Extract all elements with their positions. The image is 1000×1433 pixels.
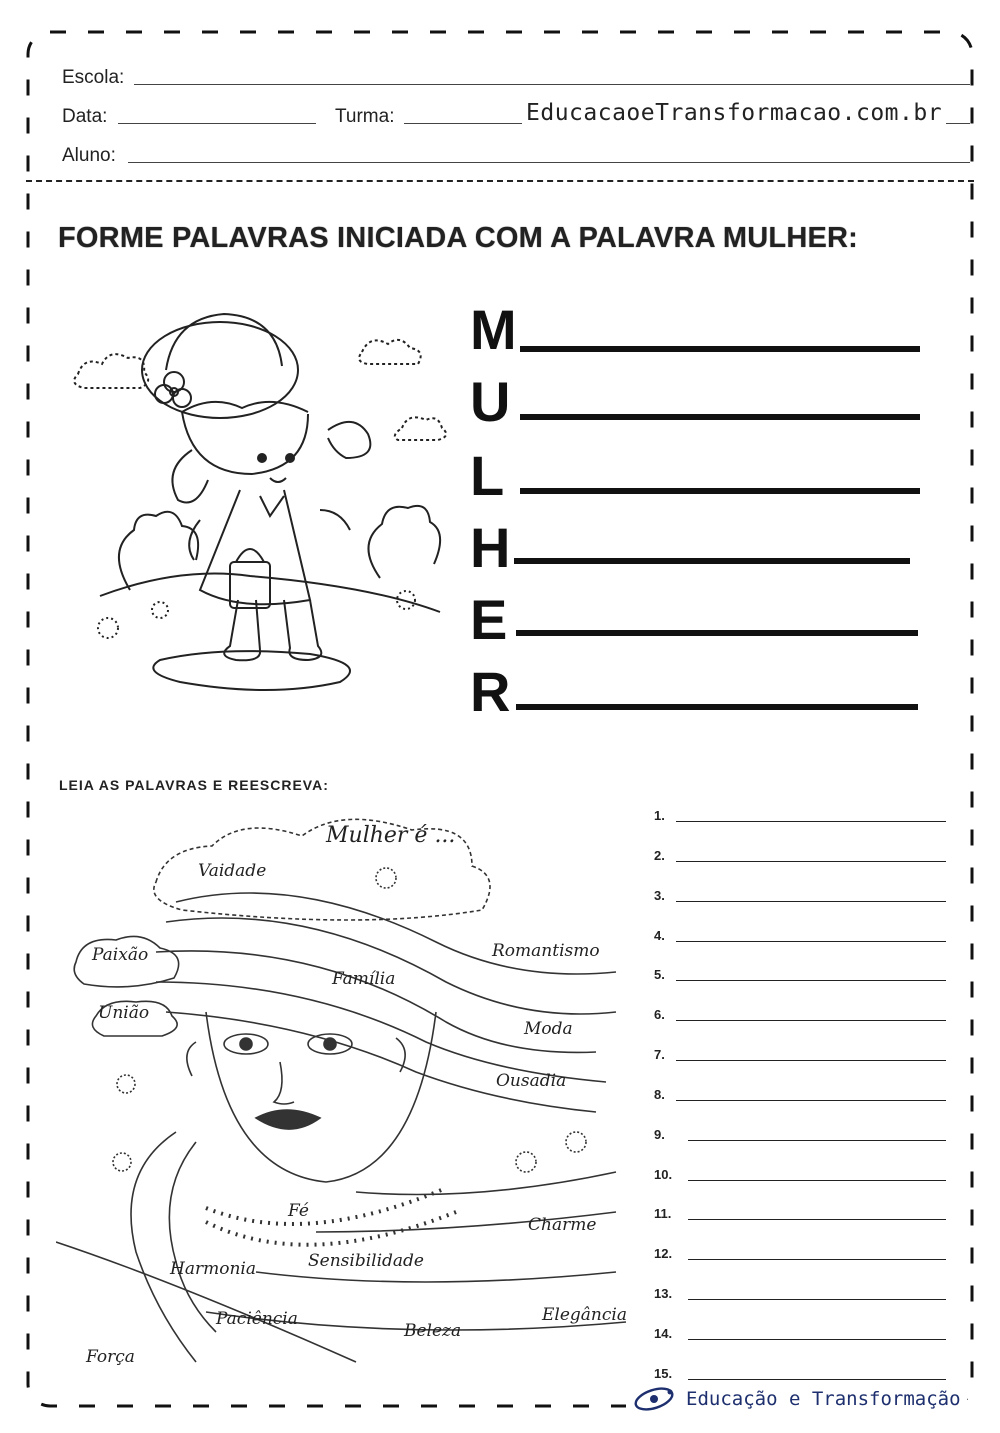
- header-divider: [26, 180, 974, 182]
- line-number-10: 10.: [654, 1167, 673, 1182]
- line-number-12: 12.: [654, 1246, 673, 1261]
- word-familia: Família: [332, 969, 396, 989]
- word-charme: Charme: [528, 1215, 597, 1235]
- answer-line-2[interactable]: [676, 861, 946, 862]
- line-number-13: 13.: [654, 1286, 673, 1301]
- line-number-4: 4.: [654, 928, 665, 943]
- answer-line-7[interactable]: [676, 1060, 946, 1061]
- answer-line-14[interactable]: [688, 1339, 946, 1340]
- heading-mulher-e: Mulher é ...: [326, 823, 456, 848]
- answer-line-15[interactable]: [688, 1379, 946, 1380]
- acrostic-line-l[interactable]: [520, 488, 920, 494]
- footer-brand: [626, 1384, 967, 1414]
- answer-line-10[interactable]: [688, 1180, 946, 1181]
- aluno-label: Aluno:: [62, 145, 116, 166]
- footer-brand-text: Educação e Transformação: [686, 1388, 961, 1410]
- answer-line-12[interactable]: [688, 1259, 946, 1260]
- acrostic-letter-m: M: [470, 298, 517, 361]
- line-number-8: 8.: [654, 1087, 665, 1102]
- girl-with-hat-illustration: [70, 300, 450, 700]
- line-number-1: 1.: [654, 808, 665, 823]
- line-number-5: 5.: [654, 967, 665, 982]
- aluno-field[interactable]: [128, 162, 970, 163]
- line-number-6: 6.: [654, 1007, 665, 1022]
- acrostic-line-r[interactable]: [516, 704, 918, 710]
- acrostic-line-u[interactable]: [520, 414, 920, 420]
- word-moda: Moda: [524, 1019, 573, 1039]
- word-romantismo: Romantismo: [492, 941, 600, 961]
- acrostic-letter-h: H: [470, 516, 511, 579]
- word-sensibilidade: Sensibilidade: [308, 1251, 424, 1271]
- answer-line-11[interactable]: [688, 1219, 946, 1220]
- line-number-9: 9.: [654, 1127, 665, 1142]
- word-elegancia: Elegância: [542, 1305, 627, 1325]
- acrostic-line-m[interactable]: [520, 346, 920, 352]
- acrostic-letter-u: U: [470, 370, 511, 433]
- line-number-3: 3.: [654, 888, 665, 903]
- data-label: Data:: [62, 106, 108, 127]
- answer-line-1[interactable]: [676, 821, 946, 822]
- answer-line-5[interactable]: [676, 980, 946, 981]
- brand-logo-icon: [632, 1384, 676, 1414]
- word-paixao: Paixão: [92, 945, 149, 965]
- escola-label: Escola:: [62, 67, 125, 88]
- site-url: EducacaoeTransformacao.com.br: [522, 100, 946, 126]
- line-number-11: 11.: [654, 1206, 672, 1221]
- word-uniao: União: [98, 1003, 150, 1023]
- escola-field[interactable]: [134, 84, 970, 85]
- acrostic-letter-r: R: [470, 660, 511, 723]
- word-paciencia: Paciência: [216, 1309, 298, 1329]
- turma-label: Turma:: [335, 106, 395, 127]
- word-fe: Fé: [288, 1201, 309, 1221]
- activity2-title: LEIA AS PALAVRAS E REESCREVA:: [59, 777, 329, 793]
- answer-line-3[interactable]: [676, 901, 946, 902]
- woman-portrait-illustration: [56, 812, 636, 1380]
- word-vaidade: Vaidade: [198, 861, 267, 881]
- acrostic-letter-e: E: [470, 588, 508, 651]
- acrostic-line-h[interactable]: [514, 558, 910, 564]
- activity1-title: FORME PALAVRAS INICIADA COM A PALAVRA MULHER:: [58, 222, 859, 254]
- word-forca: Força: [86, 1347, 135, 1367]
- line-number-15: 15.: [654, 1366, 673, 1381]
- line-number-7: 7.: [654, 1047, 665, 1062]
- word-beleza: Beleza: [404, 1321, 462, 1341]
- answer-line-6[interactable]: [676, 1020, 946, 1021]
- answer-line-9[interactable]: [688, 1140, 946, 1141]
- answer-line-13[interactable]: [688, 1299, 946, 1300]
- acrostic-letter-l: L: [470, 444, 505, 507]
- line-number-2: 2.: [654, 848, 665, 863]
- data-field[interactable]: [118, 123, 316, 124]
- word-harmonia: Harmonia: [170, 1259, 256, 1279]
- answer-line-4[interactable]: [676, 941, 946, 942]
- answer-line-8[interactable]: [676, 1100, 946, 1101]
- word-ousadia: Ousadia: [496, 1071, 567, 1091]
- acrostic-line-e[interactable]: [516, 630, 918, 636]
- line-number-14: 14.: [654, 1326, 673, 1341]
